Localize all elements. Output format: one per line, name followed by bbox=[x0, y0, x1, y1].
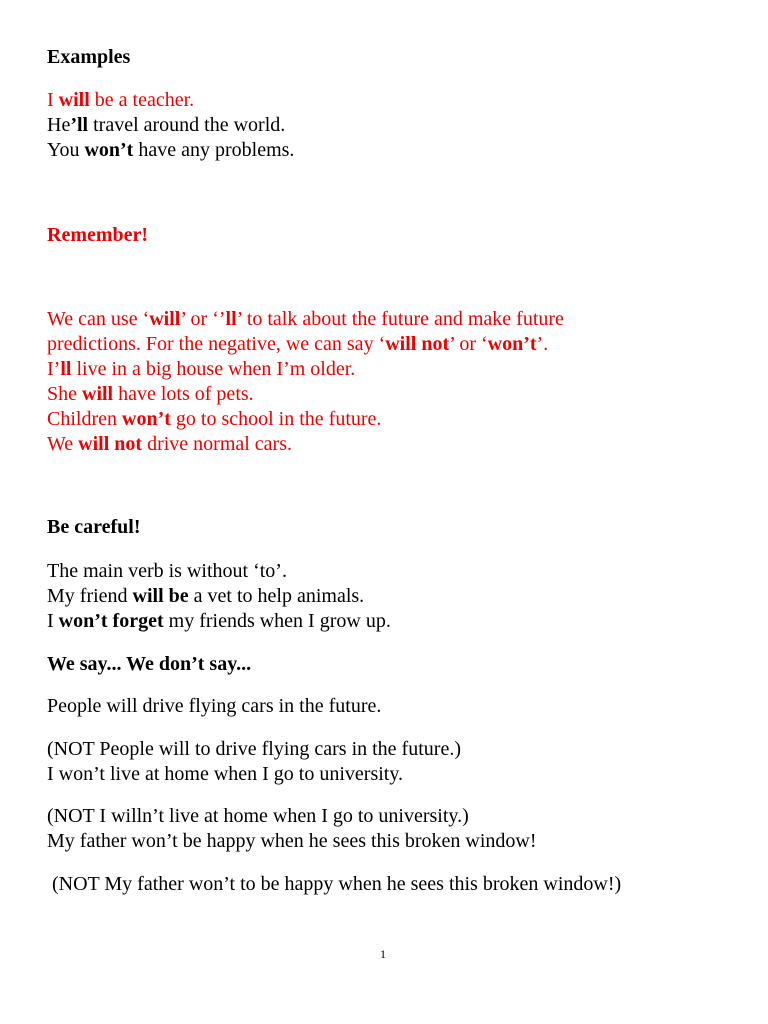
careful-example-1: My friend will be a vet to help animals. bbox=[47, 585, 365, 607]
say-correct-2: I won’t live at home when I go to university. bbox=[47, 763, 404, 785]
remember-example-1: I’ll live in a big house when I’m older. bbox=[47, 358, 356, 380]
example-line-2: He’ll travel around the world. bbox=[47, 114, 286, 136]
page-number: 1 bbox=[380, 947, 386, 961]
careful-heading: Be careful! bbox=[47, 516, 141, 538]
remember-example-3: Children won’t go to school in the future. bbox=[47, 408, 382, 430]
say-heading: We say... We don’t say... bbox=[47, 653, 252, 675]
say-correct-1: People will drive flying cars in the future. bbox=[47, 695, 382, 717]
example-line-1: I will be a teacher. bbox=[47, 89, 195, 111]
remember-heading: Remember! bbox=[47, 224, 149, 246]
examples-heading: Examples bbox=[47, 46, 131, 68]
careful-rule: The main verb is without ‘to’. bbox=[47, 560, 287, 582]
say-incorrect-3: (NOT My father won’t to be happy when he sees this broken window!) bbox=[52, 873, 622, 895]
careful-example-2: I won’t forget my friends when I grow up. bbox=[47, 610, 391, 632]
remember-intro-line-2: predictions. For the negative, we can say ‘will not’ or ‘won’t’. bbox=[47, 333, 549, 355]
say-incorrect-2: (NOT I willn’t live at home when I go to university.) bbox=[47, 805, 469, 827]
say-correct-3: My father won’t be happy when he sees this broken window! bbox=[47, 830, 537, 852]
remember-intro-line-1: We can use ‘will’ or ‘’ll’ to talk about the future and make future bbox=[47, 308, 564, 330]
remember-example-2: She will have lots of pets. bbox=[47, 383, 254, 405]
example-line-3: You won’t have any problems. bbox=[47, 139, 295, 161]
remember-example-4: We will not drive normal cars. bbox=[47, 433, 293, 455]
say-incorrect-1: (NOT People will to drive flying cars in the future.) bbox=[47, 738, 461, 760]
